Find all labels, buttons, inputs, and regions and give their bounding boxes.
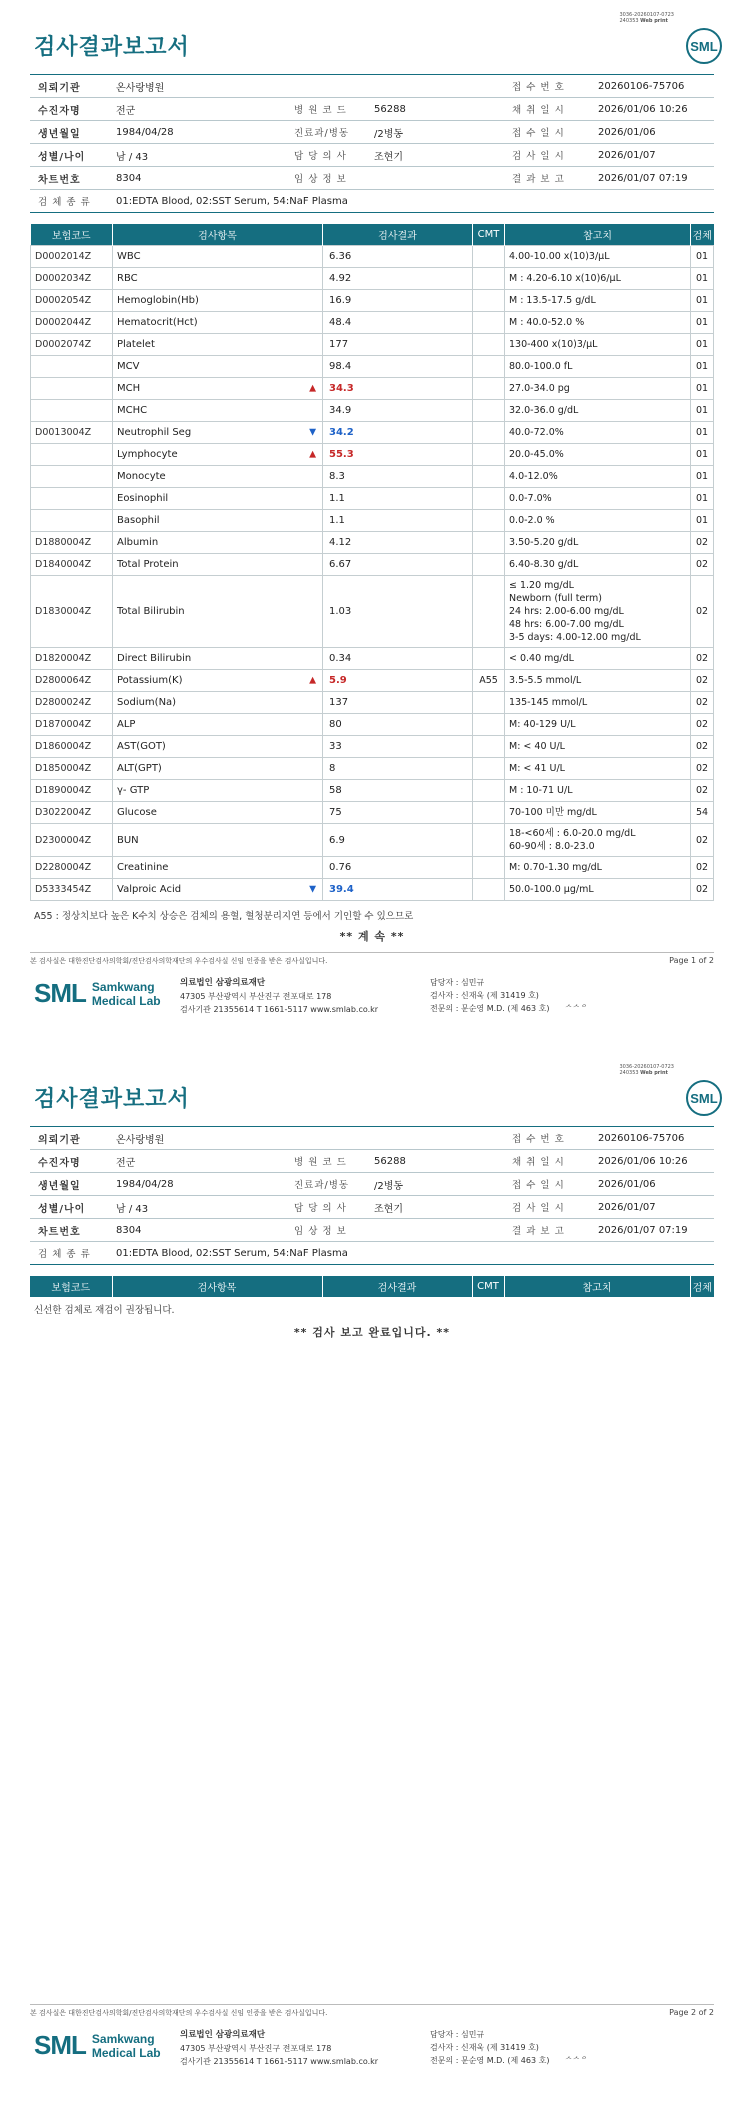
specimen-cell: 54 bbox=[691, 802, 714, 824]
insurance-code-cell: D1880004Z bbox=[31, 532, 113, 554]
sml-logo-icon: SML bbox=[686, 1080, 722, 1116]
table-row bbox=[31, 780, 714, 802]
sml-logo-icon: SML bbox=[686, 28, 722, 64]
specimen-cell: 01 bbox=[691, 400, 714, 422]
footer-org: 의료법인 삼광의료재단 47305 부산광역시 부산진구 전포대로 178 검사기관 21355614 T 1661-5117 www.smlab.co.kr bbox=[180, 978, 379, 1014]
cmt-cell bbox=[473, 290, 505, 312]
cmt-cell bbox=[473, 378, 505, 400]
cmt-cell bbox=[473, 532, 505, 554]
cmt-cell bbox=[473, 879, 505, 901]
col-spec: 검체 bbox=[691, 224, 714, 246]
col-ref: 참고치 bbox=[505, 224, 691, 246]
result-value-cell: 1.03 bbox=[323, 576, 473, 648]
low-flag-icon: ▼ bbox=[309, 884, 316, 894]
retest-note: 신선한 검체로 재검이 권장됩니다. bbox=[34, 1305, 175, 1316]
insurance-code-cell: D1840004Z bbox=[31, 554, 113, 576]
test-item-cell: Albumin bbox=[113, 532, 323, 554]
result-value-cell: 0.76 bbox=[323, 857, 473, 879]
table-row bbox=[31, 648, 714, 670]
table-row bbox=[31, 714, 714, 736]
cmt-cell bbox=[473, 648, 505, 670]
report-page-2 bbox=[0, 1052, 744, 2104]
table-row bbox=[31, 510, 714, 532]
insurance-code-cell: D0013004Z bbox=[31, 422, 113, 444]
cmt-cell bbox=[473, 714, 505, 736]
cmt-cell bbox=[473, 758, 505, 780]
cmt-cell bbox=[473, 312, 505, 334]
high-flag-icon: ▲ bbox=[309, 675, 316, 685]
insurance-code-cell bbox=[31, 378, 113, 400]
cmt-cell bbox=[473, 422, 505, 444]
footer-logo: SML Samkwang Medical Lab bbox=[34, 2030, 161, 2060]
low-flag-icon: ▼ bbox=[309, 427, 316, 437]
insurance-code-cell: D1830004Z bbox=[31, 576, 113, 648]
reference-range-cell: M: 0.70-1.30 mg/dL bbox=[505, 857, 691, 879]
reference-range-cell: 0.0-2.0 % bbox=[505, 510, 691, 532]
specimen-cell: 02 bbox=[691, 824, 714, 857]
signature-icon: ᄉᄉᄋ bbox=[563, 1004, 587, 1013]
test-item-cell: Eosinophil bbox=[113, 488, 323, 510]
result-value-cell: 34.3 bbox=[323, 378, 473, 400]
result-value-cell: 6.67 bbox=[323, 554, 473, 576]
cmt-cell bbox=[473, 444, 505, 466]
report-title: 검사결과보고서 bbox=[34, 35, 190, 60]
insurance-code-cell bbox=[31, 356, 113, 378]
specimen-cell: 02 bbox=[691, 780, 714, 802]
table-row bbox=[31, 736, 714, 758]
table-row bbox=[31, 857, 714, 879]
specimen-cell: 02 bbox=[691, 736, 714, 758]
test-item-cell: Valproic Acid ▼ bbox=[113, 879, 323, 901]
specimen-cell: 01 bbox=[691, 290, 714, 312]
table-row bbox=[31, 879, 714, 901]
signature-icon: ᄉᄉᄋ bbox=[563, 2056, 587, 2065]
test-item-cell: Direct Bilirubin bbox=[113, 648, 323, 670]
test-item-cell: AST(GOT) bbox=[113, 736, 323, 758]
table-row bbox=[31, 802, 714, 824]
continued-text: ** 계 속 ** bbox=[339, 930, 405, 943]
results-table-page2: 보험코드 검사항목 검사결과 CMT 참고치 검체 bbox=[30, 1276, 714, 1297]
reference-range-cell: 18-<60세 : 6.0-20.0 mg/dL 60-90세 : 8.0-23.0 bbox=[505, 824, 691, 857]
test-item-cell: Total Bilirubin bbox=[113, 576, 323, 648]
specimen-cell: 01 bbox=[691, 268, 714, 290]
col-cmt: CMT bbox=[473, 224, 505, 246]
high-flag-icon: ▲ bbox=[309, 383, 316, 393]
table-row bbox=[31, 246, 714, 268]
insurance-code-cell: D0002054Z bbox=[31, 290, 113, 312]
reference-range-cell: 3.5-5.5 mmol/L bbox=[505, 670, 691, 692]
reference-range-cell: M : 10-71 U/L bbox=[505, 780, 691, 802]
test-item-cell: Basophil bbox=[113, 510, 323, 532]
report-title: 검사결과보고서 bbox=[34, 1087, 190, 1112]
reference-range-cell: ≤ 1.20 mg/dL Newborn (full term) 24 hrs: 2.00-6.00 mg/dL 48 hrs: 6.00-7.00 mg/dL 3-5 days: 4.00-12.00 mg/dL bbox=[505, 576, 691, 648]
test-item-cell: Glucose bbox=[113, 802, 323, 824]
sml-logo-mark-icon: SML bbox=[34, 2030, 86, 2060]
reference-range-cell: M : 4.20-6.10 x(10)6/μL bbox=[505, 268, 691, 290]
specimen-cell: 01 bbox=[691, 466, 714, 488]
cmt-cell bbox=[473, 466, 505, 488]
reference-range-cell: M : 13.5-17.5 g/dL bbox=[505, 290, 691, 312]
result-value-cell: 5.9 bbox=[323, 670, 473, 692]
footer-staff: 담당자 : 심민규 검사자 : 신재욱 (제 31419 호) 전문의 : 문순영 M.D. (제 463 호) ᄉᄉᄋ bbox=[430, 2030, 587, 2065]
test-item-cell: WBC bbox=[113, 246, 323, 268]
reference-range-cell: M: 40-129 U/L bbox=[505, 714, 691, 736]
patient-name-value: 전군 bbox=[108, 98, 286, 121]
test-item-cell: ALP bbox=[113, 714, 323, 736]
receipt-no-value: 20260106-75706 bbox=[590, 75, 714, 98]
reference-range-cell: < 0.40 mg/dL bbox=[505, 648, 691, 670]
footer-staff: 담당자 : 심민규 검사자 : 신재욱 (제 31419 호) 전문의 : 문순영 M.D. (제 463 호) ᄉᄉᄋ bbox=[430, 978, 587, 1013]
cmt-cell bbox=[473, 857, 505, 879]
table-row bbox=[31, 334, 714, 356]
reference-range-cell: 80.0-100.0 fL bbox=[505, 356, 691, 378]
insurance-code-cell bbox=[31, 400, 113, 422]
test-item-cell: γ- GTP bbox=[113, 780, 323, 802]
col-code: 보험코드 bbox=[31, 224, 113, 246]
result-value-cell: 75 bbox=[323, 802, 473, 824]
reference-range-cell: 40.0-72.0% bbox=[505, 422, 691, 444]
table-row bbox=[31, 290, 714, 312]
table-row bbox=[31, 670, 714, 692]
insurance-code-cell: D2800064Z bbox=[31, 670, 113, 692]
cmt-cell bbox=[473, 488, 505, 510]
specimen-cell: 01 bbox=[691, 356, 714, 378]
result-value-cell: 4.92 bbox=[323, 268, 473, 290]
reference-range-cell: 6.40-8.30 g/dL bbox=[505, 554, 691, 576]
cmt-cell bbox=[473, 400, 505, 422]
test-item-cell: Lymphocyte ▲ bbox=[113, 444, 323, 466]
reference-range-cell: 3.50-5.20 g/dL bbox=[505, 532, 691, 554]
specimen-value: 01:EDTA Blood, 02:SST Serum, 54:NaF Plasma bbox=[108, 190, 714, 213]
test-item-cell: Monocyte bbox=[113, 466, 323, 488]
footer-logo: SML Samkwang Medical Lab bbox=[34, 978, 161, 1008]
table-row bbox=[31, 692, 714, 714]
table-row bbox=[31, 400, 714, 422]
cmt-cell bbox=[473, 246, 505, 268]
test-item-cell: Sodium(Na) bbox=[113, 692, 323, 714]
reference-range-cell: 0.0-7.0% bbox=[505, 488, 691, 510]
cmt-cell bbox=[473, 554, 505, 576]
specimen-cell: 02 bbox=[691, 648, 714, 670]
result-value-cell: 39.4 bbox=[323, 879, 473, 901]
insurance-code-cell: D5333454Z bbox=[31, 879, 113, 901]
footer-divider bbox=[30, 952, 714, 953]
result-value-cell: 80 bbox=[323, 714, 473, 736]
reference-range-cell: 4.00-10.00 x(10)3/μL bbox=[505, 246, 691, 268]
cmt-cell bbox=[473, 356, 505, 378]
test-item-cell: Creatinine bbox=[113, 857, 323, 879]
specimen-cell: 01 bbox=[691, 444, 714, 466]
result-value-cell: 34.9 bbox=[323, 400, 473, 422]
high-flag-icon: ▲ bbox=[309, 449, 316, 459]
insurance-code-cell: D0002044Z bbox=[31, 312, 113, 334]
page-number: Page 2 of 2 bbox=[669, 2008, 714, 2017]
reference-range-cell: M: < 40 U/L bbox=[505, 736, 691, 758]
cmt-cell bbox=[473, 510, 505, 532]
institution-value: 온사랑병원 bbox=[108, 75, 504, 98]
table-row bbox=[31, 268, 714, 290]
test-item-cell: Potassium(K) ▲ bbox=[113, 670, 323, 692]
print-code: 3036-20260107-0723 240353 Web print bbox=[619, 12, 674, 24]
table-row bbox=[31, 758, 714, 780]
result-value-cell: 33 bbox=[323, 736, 473, 758]
specimen-cell: 02 bbox=[691, 758, 714, 780]
reference-range-cell: 50.0-100.0 μg/mL bbox=[505, 879, 691, 901]
test-item-cell: Hemoglobin(Hb) bbox=[113, 290, 323, 312]
specimen-cell: 02 bbox=[691, 554, 714, 576]
cmt-cell bbox=[473, 334, 505, 356]
insurance-code-cell: D0002034Z bbox=[31, 268, 113, 290]
table-row bbox=[31, 378, 714, 400]
footer-divider bbox=[30, 2004, 714, 2005]
sml-logo-mark-icon: SML bbox=[34, 978, 86, 1008]
result-value-cell: 16.9 bbox=[323, 290, 473, 312]
insurance-code-cell: D1890004Z bbox=[31, 780, 113, 802]
test-item-cell: ALT(GPT) bbox=[113, 758, 323, 780]
test-item-cell: Platelet bbox=[113, 334, 323, 356]
specimen-cell: 01 bbox=[691, 488, 714, 510]
specimen-cell: 01 bbox=[691, 378, 714, 400]
specimen-cell: 02 bbox=[691, 670, 714, 692]
test-item-cell: Neutrophil Seg ▼ bbox=[113, 422, 323, 444]
patient-info-table: 의뢰기관 온사랑병원 접 수 번 호 20260106-75706 수진자명 전군 병 원 코 드 56288 채 취 일 시 2026/01/06 10:26 생년월일 1984/04/28 진료과/병동 /2병동 접 수 일 시 2026/01/06 성별/나이 남 / 43 담 당 의 사 조현기 검 사 일 시 2026/01/07 차트번호 8304 임 상 정 보 결 과 보 고 2026/01/07 07:19 검 체 종 류 01:EDTA Blood, 02:SST Serum, 54:NaF Plasma bbox=[30, 74, 714, 213]
result-value-cell: 34.2 bbox=[323, 422, 473, 444]
result-value-cell: 1.1 bbox=[323, 488, 473, 510]
table-row bbox=[31, 444, 714, 466]
footer-cert: 본 검사실은 대한진단검사의학회/진단검사의학재단의 우수검사실 신임 인증을 받은 검사실입니다. bbox=[30, 957, 328, 965]
insurance-code-cell bbox=[31, 466, 113, 488]
insurance-code-cell bbox=[31, 510, 113, 532]
result-value-cell: 6.9 bbox=[323, 824, 473, 857]
cmt-cell bbox=[473, 736, 505, 758]
test-item-cell: RBC bbox=[113, 268, 323, 290]
test-item-cell: Hematocrit(Hct) bbox=[113, 312, 323, 334]
specimen-cell: 01 bbox=[691, 312, 714, 334]
test-item-cell: MCH ▲ bbox=[113, 378, 323, 400]
result-value-cell: 6.36 bbox=[323, 246, 473, 268]
reference-range-cell: 4.0-12.0% bbox=[505, 466, 691, 488]
col-item: 검사항목 bbox=[113, 224, 323, 246]
test-item-cell: MCV bbox=[113, 356, 323, 378]
specimen-cell: 01 bbox=[691, 334, 714, 356]
footer-org: 의료법인 삼광의료재단 47305 부산광역시 부산진구 전포대로 178 검사기관 21355614 T 1661-5117 www.smlab.co.kr bbox=[180, 2030, 379, 2066]
insurance-code-cell bbox=[31, 488, 113, 510]
reference-range-cell: 130-400 x(10)3/μL bbox=[505, 334, 691, 356]
specimen-cell: 02 bbox=[691, 879, 714, 901]
test-item-cell: Total Protein bbox=[113, 554, 323, 576]
patient-info-table: 의뢰기관 온사랑병원 접 수 번 호 20260106-75706 수진자명 전군 병 원 코 드 56288 채 취 일 시 2026/01/06 10:26 생년월일 1984/04/28 진료과/병동 /2병동 접 수 일 시 2026/01/06 성별/나이 남 / 43 담 당 의 사 조현기 검 사 일 시 2026/01/07 차트번호 8304 임 상 정 보 결 과 보 고 2026/01/07 07:19 검 체 종 류 01:EDTA Blood, 02:SST Serum, 54:NaF Plasma bbox=[30, 1126, 714, 1265]
reference-range-cell: M: < 41 U/L bbox=[505, 758, 691, 780]
result-value-cell: 98.4 bbox=[323, 356, 473, 378]
reference-range-cell: 32.0-36.0 g/dL bbox=[505, 400, 691, 422]
table-row bbox=[31, 532, 714, 554]
reference-range-cell: 20.0-45.0% bbox=[505, 444, 691, 466]
specimen-cell: 01 bbox=[691, 510, 714, 532]
result-value-cell: 0.34 bbox=[323, 648, 473, 670]
insurance-code-cell bbox=[31, 444, 113, 466]
table-row bbox=[31, 488, 714, 510]
table-row bbox=[31, 422, 714, 444]
insurance-code-cell: D1870004Z bbox=[31, 714, 113, 736]
cmt-cell bbox=[473, 802, 505, 824]
cmt-cell bbox=[473, 824, 505, 857]
table-row bbox=[31, 576, 714, 648]
insurance-code-cell: D0002014Z bbox=[31, 246, 113, 268]
table-row bbox=[31, 312, 714, 334]
insurance-code-cell: D2280004Z bbox=[31, 857, 113, 879]
reference-range-cell: 27.0-34.0 pg bbox=[505, 378, 691, 400]
result-value-cell: 58 bbox=[323, 780, 473, 802]
test-item-cell: BUN bbox=[113, 824, 323, 857]
specimen-cell: 02 bbox=[691, 692, 714, 714]
specimen-cell: 01 bbox=[691, 246, 714, 268]
specimen-cell: 02 bbox=[691, 576, 714, 648]
specimen-cell: 02 bbox=[691, 714, 714, 736]
table-row bbox=[31, 466, 714, 488]
cmt-cell bbox=[473, 692, 505, 714]
cmt-cell bbox=[473, 268, 505, 290]
reference-range-cell: 135-145 mmol/L bbox=[505, 692, 691, 714]
table-row bbox=[31, 554, 714, 576]
result-value-cell: 8.3 bbox=[323, 466, 473, 488]
result-value-cell: 4.12 bbox=[323, 532, 473, 554]
result-value-cell: 177 bbox=[323, 334, 473, 356]
insurance-code-cell: D0002074Z bbox=[31, 334, 113, 356]
insurance-code-cell: D1850004Z bbox=[31, 758, 113, 780]
insurance-code-cell: D1820004Z bbox=[31, 648, 113, 670]
reference-range-cell: M : 40.0-52.0 % bbox=[505, 312, 691, 334]
report-complete-text: ** 검사 보고 완료입니다. ** bbox=[293, 1326, 451, 1339]
specimen-cell: 02 bbox=[691, 857, 714, 879]
comment-note: A55 : 정상치보다 높은 K수치 상승은 검체의 용혈, 혈청분리지연 등에서 기인할 수 있으므로 bbox=[34, 911, 414, 922]
insurance-code-cell: D2300004Z bbox=[31, 824, 113, 857]
page-number: Page 1 of 2 bbox=[669, 956, 714, 965]
print-code: 3036-20260107-0723 240353 Web print bbox=[619, 1064, 674, 1076]
insurance-code-cell: D1860004Z bbox=[31, 736, 113, 758]
table-row bbox=[31, 356, 714, 378]
result-value-cell: 1.1 bbox=[323, 510, 473, 532]
specimen-cell: 01 bbox=[691, 422, 714, 444]
cmt-cell: A55 bbox=[473, 670, 505, 692]
result-value-cell: 55.3 bbox=[323, 444, 473, 466]
result-value-cell: 137 bbox=[323, 692, 473, 714]
reference-range-cell: 70-100 미만 mg/dL bbox=[505, 802, 691, 824]
insurance-code-cell: D2800024Z bbox=[31, 692, 113, 714]
specimen-cell: 02 bbox=[691, 532, 714, 554]
result-value-cell: 8 bbox=[323, 758, 473, 780]
cmt-cell bbox=[473, 780, 505, 802]
insurance-code-cell: D3022004Z bbox=[31, 802, 113, 824]
test-item-cell: MCHC bbox=[113, 400, 323, 422]
col-result: 검사결과 bbox=[323, 224, 473, 246]
result-value-cell: 48.4 bbox=[323, 312, 473, 334]
cmt-cell bbox=[473, 576, 505, 648]
footer-cert: 본 검사실은 대한진단검사의학회/진단검사의학재단의 우수검사실 신임 인증을 받은 검사실입니다. bbox=[30, 2009, 328, 2017]
table-row bbox=[31, 824, 714, 857]
results-table bbox=[30, 224, 714, 901]
